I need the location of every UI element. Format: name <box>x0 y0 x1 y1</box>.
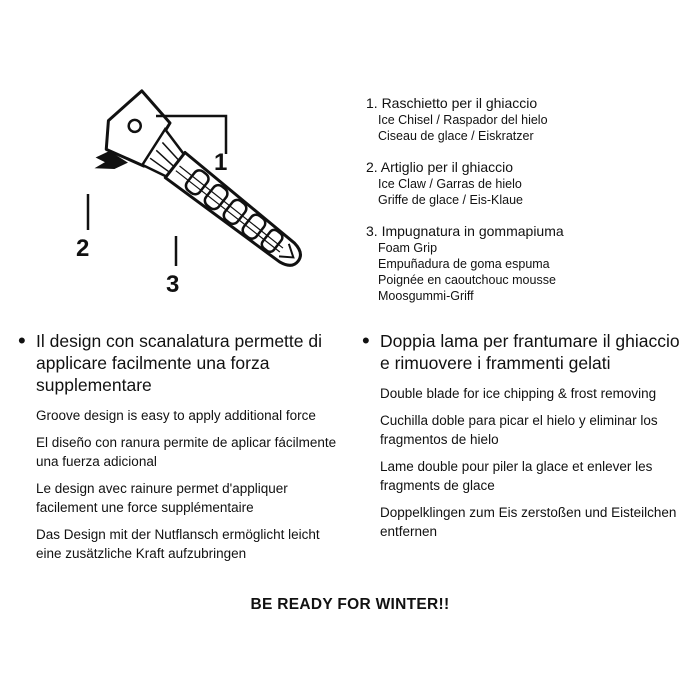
parts-legend <box>366 94 686 318</box>
feature-heading: Il design con scanalatura permette di applicare facilmente una forza supplementare <box>36 331 322 395</box>
ice-scraper-illustration <box>60 70 330 310</box>
feature-heading-row <box>18 330 343 396</box>
callout-1-number: 1 <box>214 149 228 176</box>
legend-heading: 3. Impugnatura in gommapiuma <box>366 223 564 239</box>
tagline: BE READY FOR WINTER!! <box>250 596 450 613</box>
feature-line-de: Doppelklingen zum Eis zerstoßen und Eisteilchen entfernen <box>380 505 677 539</box>
bullet-icon: • <box>18 328 26 353</box>
legend-line: Ice Claw / Garras de hielo <box>378 177 522 191</box>
feature-groove-design <box>18 330 343 571</box>
legend-line: Foam Grip <box>378 241 438 255</box>
feature-heading: Doppia lama per frantumare il ghiaccio e rimuovere i frammenti gelati <box>380 331 680 373</box>
legend-line: Griffe de glace / Eis-Klaue <box>378 193 523 207</box>
feature-line-fr: Lame double pour piler la glace et enlever les fragments de glace <box>380 459 653 493</box>
feature-line-fr: Le design avec rainure permet d'appliquer facilement une force supplémentaire <box>36 481 288 515</box>
legend-item-ice-chisel <box>366 94 686 144</box>
feature-line-en: Groove design is easy to apply additional force <box>36 408 316 423</box>
legend-line: Ciseau de glace / Eiskratzer <box>378 129 534 143</box>
callout-3-number: 3 <box>166 271 180 298</box>
feature-heading-row <box>362 330 687 374</box>
legend-heading: 2. Artiglio per il ghiaccio <box>366 159 514 175</box>
bullet-icon: • <box>362 328 370 353</box>
ice-scraper-body <box>81 86 321 301</box>
feature-double-blade <box>362 330 687 549</box>
legend-line: Moosgummi-Griff <box>378 289 474 303</box>
legend-item-foam-grip <box>366 222 686 304</box>
feature-line-en: Double blade for ice chipping & frost removing <box>380 386 657 401</box>
legend-line: Ice Chisel / Raspador del hielo <box>378 113 548 127</box>
feature-line-de: Das Design mit der Nutflansch ermöglicht leicht eine zusätzliche Kraft aufzubringen <box>36 527 320 561</box>
legend-line: Poignée en caoutchouc mousse <box>378 273 556 287</box>
feature-line-es: El diseño con ranura permite de aplicar fácilmente una fuerza adicional <box>36 435 337 469</box>
callout-2-number: 2 <box>76 235 90 262</box>
legend-line: Empuñadura de goma espuma <box>378 257 550 271</box>
foam-grip <box>165 152 308 273</box>
legend-heading: 1. Raschietto per il ghiaccio <box>366 95 538 111</box>
legend-item-ice-claw <box>366 158 686 208</box>
feature-line-es: Cuchilla doble para picar el hielo y eliminar los fragmentos de hielo <box>380 413 658 447</box>
ice-scraper-diagram <box>60 70 330 310</box>
